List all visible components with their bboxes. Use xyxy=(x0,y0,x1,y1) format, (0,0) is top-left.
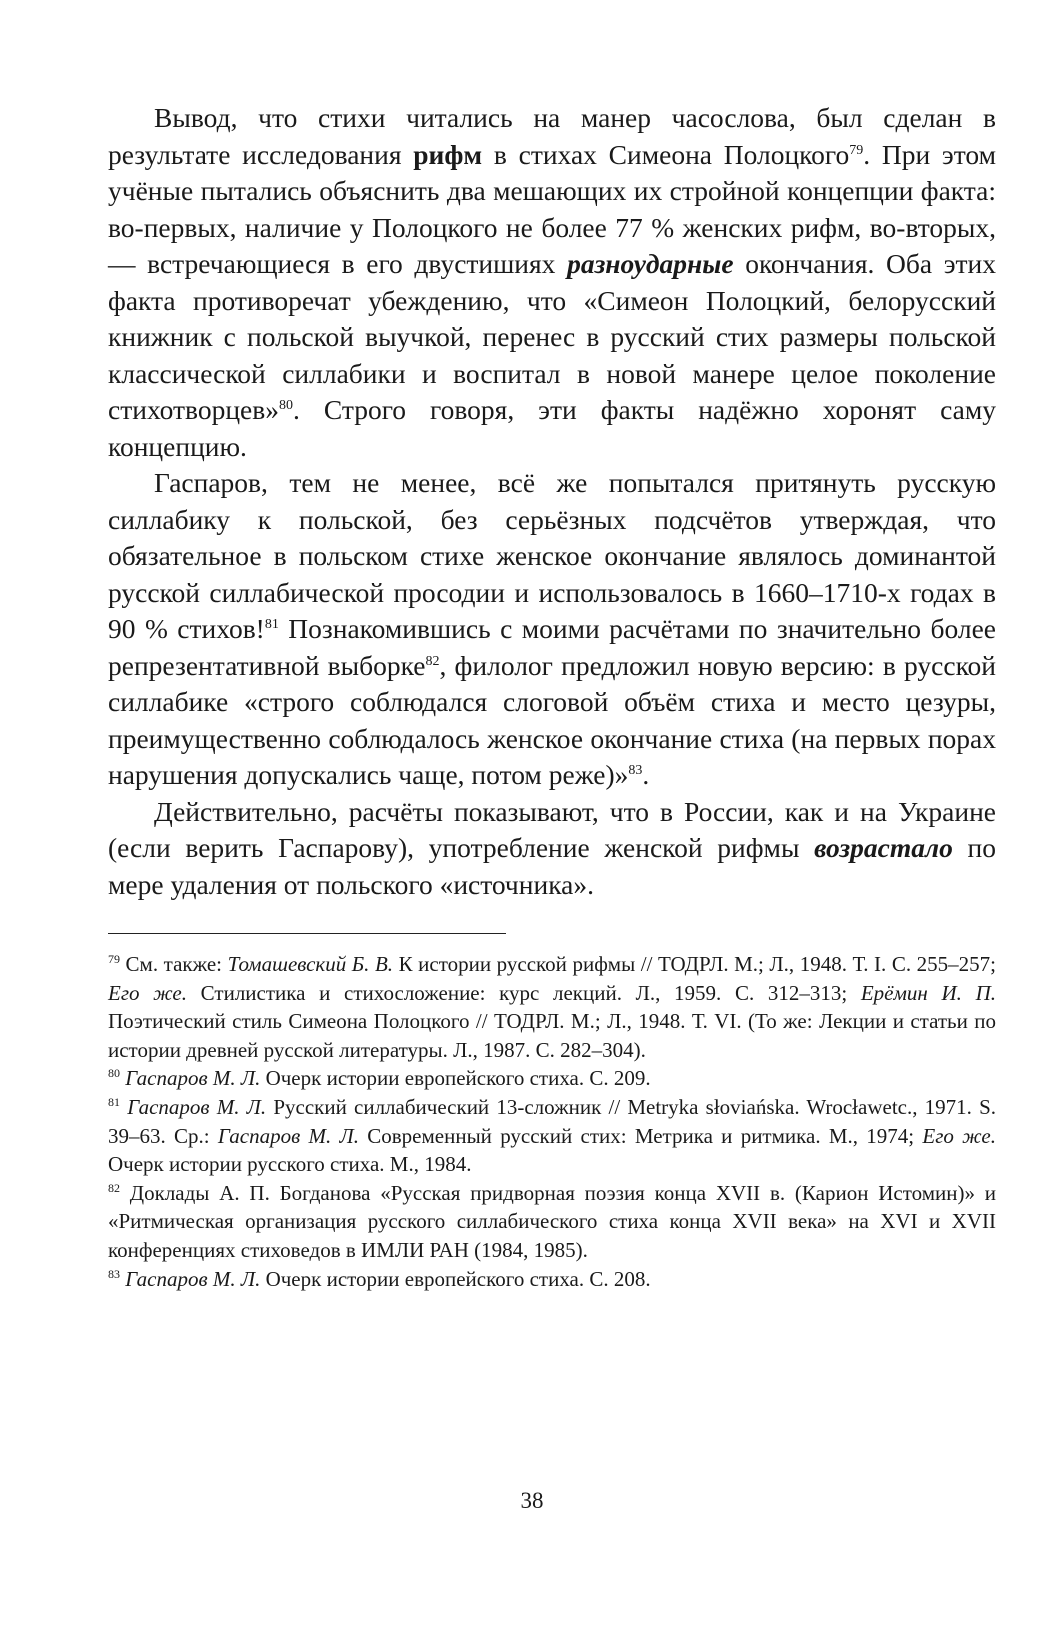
author-name: Гаспаров М. Л. xyxy=(217,1123,359,1148)
text-run: , филолог предложил новую версию: в русской силлабике «строго соблюдался слоговой объём стиха и место цезуры, преимущественно соблюдалось женское окончание стиха (на первых порах нарушения допускались чаще, потом реже)» xyxy=(108,649,996,790)
footnote-marker[interactable]: 81 xyxy=(108,1094,120,1109)
text-run: Доклады А. П. Богданова «Русская придворная поэзия конца XVII в. (Карион Истомин)» и «Ритмическая организация русского силлабического стиха конца XVII века» на XVI и XVII конференциях стиховедов в ИМЛИ РАН (1984, 1985). xyxy=(108,1180,996,1262)
text-run: Современный русский стих: Метрика и ритмика. М., 1974; xyxy=(358,1123,923,1148)
author-name: Его же. xyxy=(108,980,188,1005)
text-run: по мере удаления от польского «источника». xyxy=(108,832,997,900)
footnote-marker[interactable]: 79 xyxy=(108,952,120,966)
footnote-marker[interactable]: 82 xyxy=(425,653,440,669)
text-run: Стилистика и стихосложение: курс лекций. Л., 1959. С. 312–313; xyxy=(187,980,861,1005)
text-run: См. также: xyxy=(120,952,228,976)
text-run: Русский силлабический 13-сложник // Metryka słoviańska. Wrocławetc., 1971. S. 39–63. Ср.: xyxy=(108,1094,997,1148)
footnote-80 xyxy=(108,1064,996,1093)
emphasis-bold-italic: разноударные xyxy=(567,248,734,279)
text-run: Поэтический стиль Симеона Полоцкого // ТОДРЛ. М.; Л., 1948. Т. VI. (То же: Лекции и статьи по истории древней русской литературы. Л., 1987. С. 282–304). xyxy=(108,1009,996,1062)
text-run: . xyxy=(642,759,650,790)
author-name: Гаспаров М. Л. xyxy=(127,1094,267,1119)
text-run: Очерк истории европейского стиха. С. 208. xyxy=(260,1266,651,1291)
text-run: Очерк истории европейского стиха. С. 209. xyxy=(260,1066,651,1091)
footnote-marker[interactable]: 82 xyxy=(108,1180,120,1195)
footnote-divider xyxy=(108,933,506,934)
author-name: Гаспаров М. Л. xyxy=(125,1066,261,1091)
text-run: окончания. Оба этих факта противоречат убеждению, что «Симеон Полоцкий, белорусский книжник с польской выучкой, перенес в русский стих размеры польской классической силлабики и воспитал в новой манере целое поколение стихотворцев» xyxy=(108,248,996,425)
text-run: в стихах Симеона Полоцкого xyxy=(482,138,850,170)
author-name: Гаспаров М. Л. xyxy=(125,1266,261,1291)
text-run: Вывод, что стихи читались на манер часослова, был сделан в результате исследования xyxy=(108,102,996,170)
footnote-marker[interactable]: 80 xyxy=(279,397,294,413)
paragraph-2 xyxy=(108,465,996,794)
text-run: К истории русской рифмы // ТОДРЛ. М.; Л., 1948. Т. I. С. 255–257; xyxy=(393,952,996,976)
footnote-marker[interactable]: 79 xyxy=(849,142,864,158)
paragraph-3 xyxy=(108,794,996,904)
footnote-marker[interactable]: 80 xyxy=(108,1066,120,1081)
author-name: Томашевский Б. В. xyxy=(227,952,394,976)
footnote-marker[interactable]: 83 xyxy=(108,1266,120,1281)
author-name: Его же. xyxy=(922,1123,997,1148)
footnote-marker[interactable]: 83 xyxy=(628,762,643,778)
text-run: Познакомившись с моими расчётами по значительно более репрезентативной выборке xyxy=(108,613,996,681)
emphasis-bold-italic: возрастало xyxy=(814,832,953,863)
footnote-marker[interactable]: 81 xyxy=(264,616,279,632)
page-number: 38 xyxy=(520,1488,544,1513)
page-body xyxy=(108,100,996,1293)
text-run: Действительно, расчёты показывают, что в России, как и на Украине (если верить Гаспарову), употребление женской рифмы xyxy=(108,795,996,863)
body-text xyxy=(108,100,996,903)
author-name: Ерёмин И. П. xyxy=(860,980,996,1005)
text-run: Очерк истории русского стиха. М., 1984. xyxy=(108,1152,472,1177)
footnotes-section xyxy=(108,950,996,1293)
footnote-79 xyxy=(108,950,996,1064)
paragraph-1 xyxy=(108,100,996,465)
text-run: . Строго говоря, эти факты надёжно хоронят саму концепцию. xyxy=(108,394,996,462)
footnote-83 xyxy=(108,1265,996,1294)
emphasis-bold: рифм xyxy=(413,138,483,170)
text-run: Гаспаров, тем не менее, всё же попытался притянуть русскую силлабику к польской, без серьёзных подсчётов утверждая, что обязательное в польском стихе женское окончание являлось доминантой русской силлабической просодии и использовалось в 1660–1710-х годах в 90 % стихов! xyxy=(108,467,996,644)
footnote-82 xyxy=(108,1179,996,1265)
text-run: . При этом учёные пытались объяснить два мешающих их стройной концепции факта: во-первых, наличие у Полоцкого не более 77 % женских рифм, во-вторых, — встречающиеся в его двустишиях xyxy=(108,138,997,279)
footnote-81 xyxy=(108,1093,996,1179)
